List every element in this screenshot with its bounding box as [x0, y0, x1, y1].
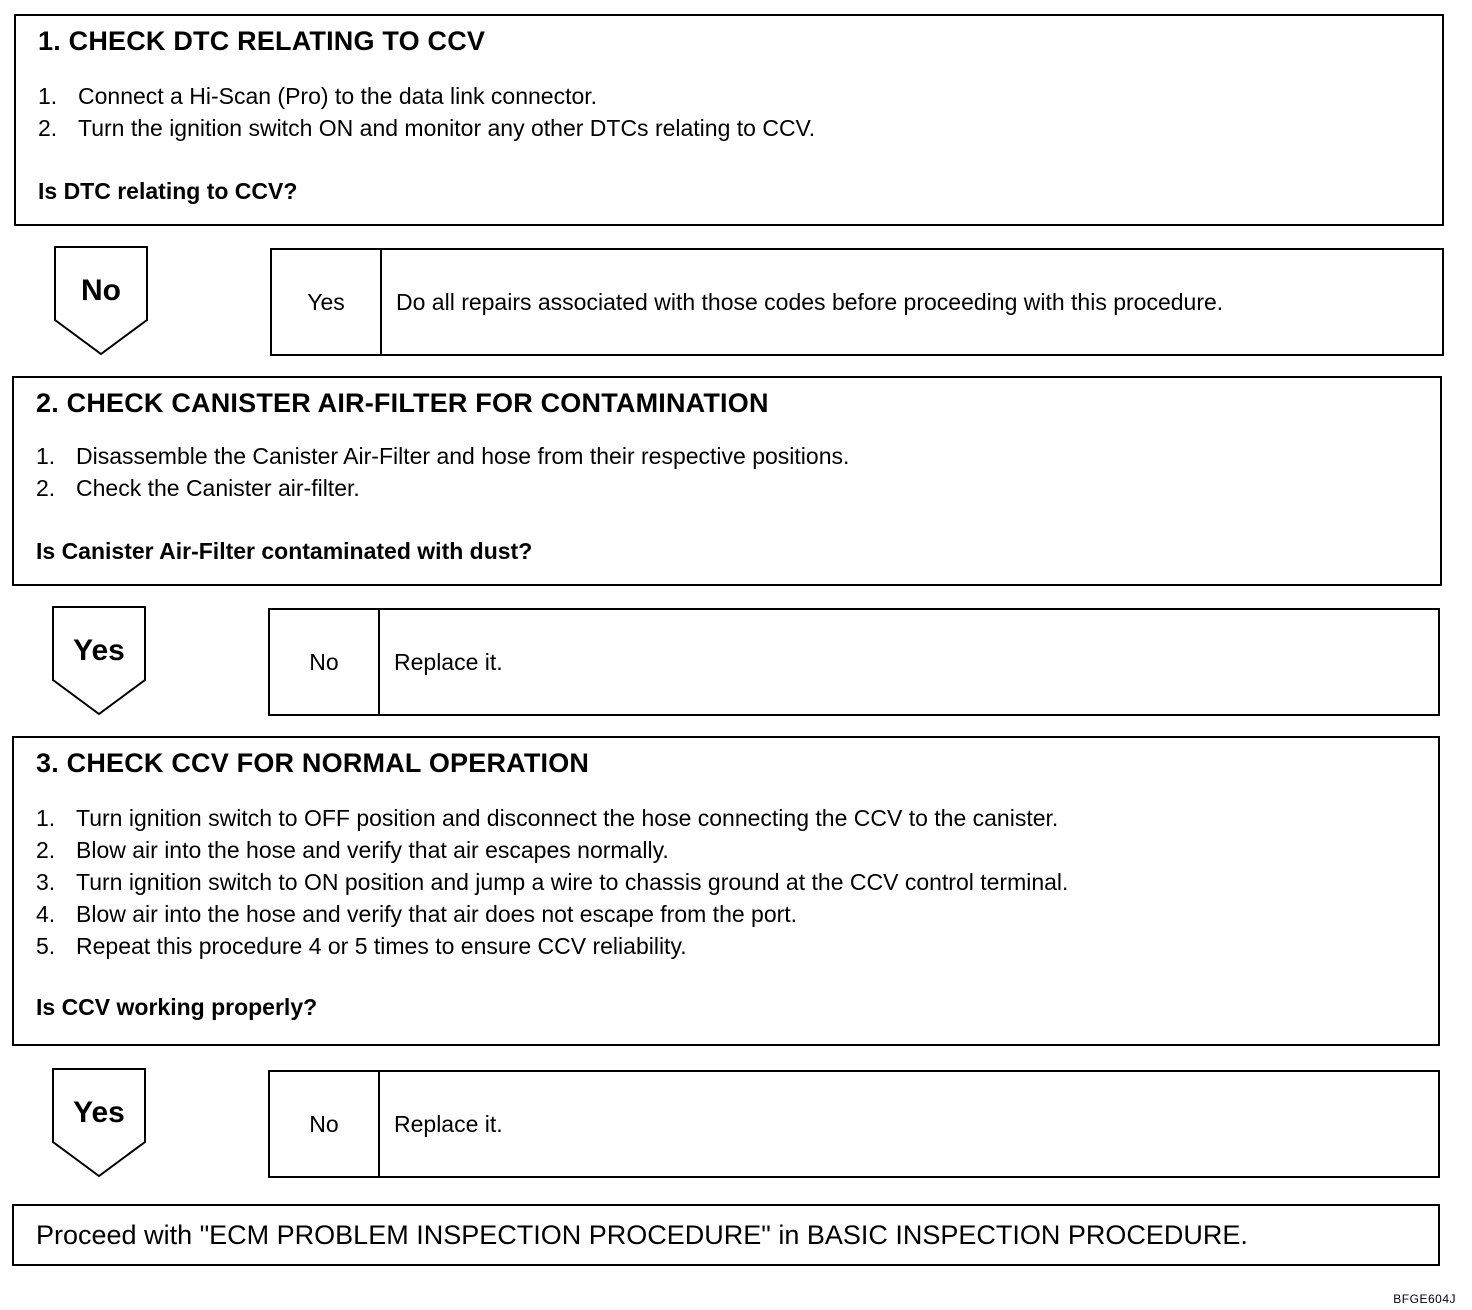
step-3-branch-action: Replace it. — [394, 1110, 503, 1137]
step-3-instructions — [36, 802, 1068, 962]
instruction-item: 2. Check the Canister air-filter. — [36, 475, 360, 501]
step-1-title: 1. CHECK DTC RELATING TO CCV — [38, 26, 486, 56]
step-1-box — [14, 14, 1444, 226]
step-1-branch-box — [270, 248, 1444, 356]
step-2-instructions — [36, 440, 849, 504]
step-2-continue-arrow — [52, 606, 146, 716]
step-1-branch-action: Do all repairs associated with those codes before proceeding with this procedure. — [396, 288, 1224, 315]
step-2-branch-answer: No — [270, 610, 380, 714]
step-2-box — [12, 376, 1442, 586]
step-1-continue-label: No — [81, 274, 121, 307]
instruction-item: 4. Blow air into the hose and verify that air does not escape from the port. — [36, 901, 798, 927]
figure-code: BFGE604J — [1393, 1292, 1456, 1306]
instruction-item: 2. Turn the ignition switch ON and monitor any other DTCs relating to CCV. — [38, 115, 816, 141]
step-1-question: Is DTC relating to CCV? — [38, 178, 298, 204]
final-instruction-box — [12, 1204, 1440, 1266]
step-3-continue-label: Yes — [73, 1096, 125, 1129]
step-3-branch-answer: No — [270, 1072, 380, 1176]
instruction-item: 5. Repeat this procedure 4 or 5 times to ensure CCV reliability. — [36, 933, 687, 959]
step-3-branch-box — [268, 1070, 1440, 1178]
instruction-item: 1. Turn ignition switch to OFF position and disconnect the hose connecting the CCV to the canister. — [36, 805, 1059, 831]
step-1-instructions — [38, 80, 815, 144]
instruction-item: 3. Turn ignition switch to ON position and jump a wire to chassis ground at the CCV control terminal. — [36, 869, 1069, 895]
final-instruction-text: Proceed with "ECM PROBLEM INSPECTION PROCEDURE" in BASIC INSPECTION PROCEDURE. — [36, 1219, 1248, 1250]
step-2-question: Is Canister Air-Filter contaminated with dust? — [36, 538, 533, 564]
step-2-title: 2. CHECK CANISTER AIR-FILTER FOR CONTAMINATION — [36, 388, 769, 418]
instruction-item: 1. Connect a Hi-Scan (Pro) to the data link connector. — [38, 83, 598, 109]
step-2-continue-label: Yes — [73, 634, 125, 667]
step-1-branch-answer: Yes — [272, 250, 382, 354]
step-3-question: Is CCV working properly? — [36, 994, 318, 1020]
instruction-item: 2. Blow air into the hose and verify that air escapes normally. — [36, 837, 669, 863]
step-3-box — [12, 736, 1440, 1046]
step-2-branch-box — [268, 608, 1440, 716]
step-3-title: 3. CHECK CCV FOR NORMAL OPERATION — [36, 748, 590, 778]
step-2-branch-action: Replace it. — [394, 648, 503, 675]
instruction-item: 1. Disassemble the Canister Air-Filter and hose from their respective positions. — [36, 443, 850, 469]
step-3-continue-arrow — [52, 1068, 146, 1178]
step-1-continue-arrow — [54, 246, 148, 356]
